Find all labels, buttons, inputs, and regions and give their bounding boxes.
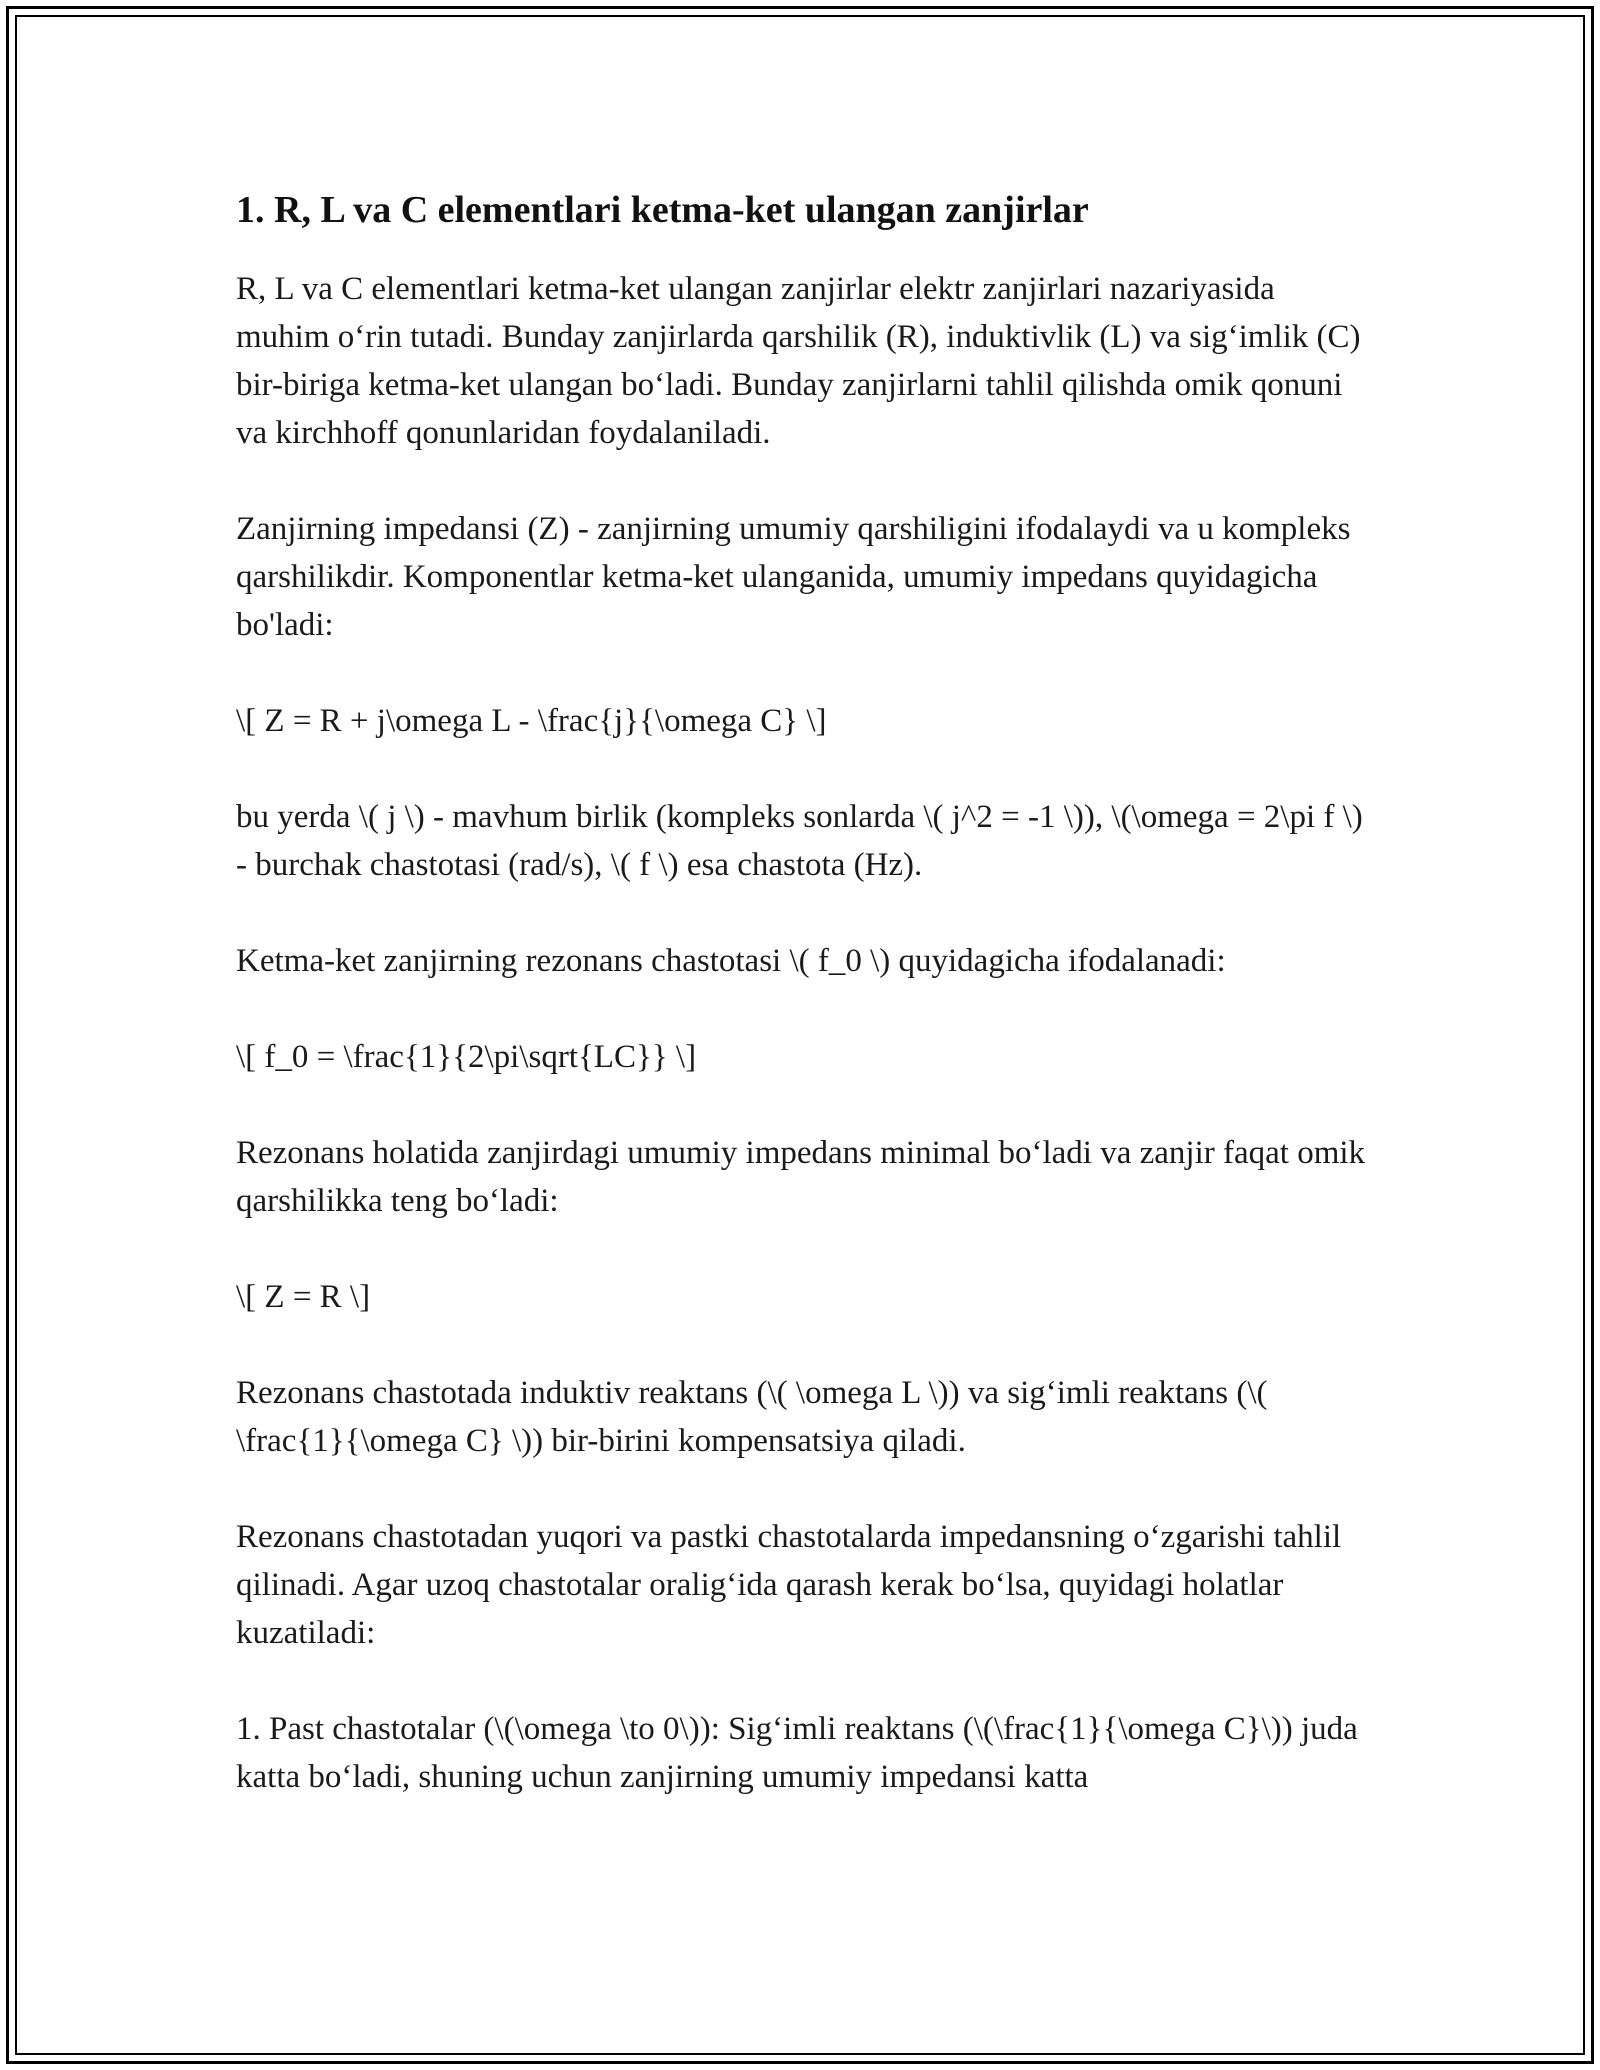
list-item-low-frequency: 1. Past chastotalar (\(\omega \to 0\)): Sig‘imli reaktans (\(\frac{1}{\omega C}\)) juda katta bo‘ladi, shuning uchun zanjirning umumiy impedansi katta	[236, 1711, 1358, 1795]
paragraph-resonance-frequency: Ketma-ket zanjirning rezonans chastotasi \( f_0 \) quyidagicha ifodalanadi:	[236, 943, 1226, 979]
section-heading: 1. R, L va C elementlari ketma-ket ulangan zanjirlar	[236, 189, 1089, 231]
paragraph-impedance: Zanjirning impedansi (Z) - zanjirning umumiy qarshiligini ifodalaydi va u kompleks qarshilikdir. Komponentlar ketma-ket ulanganida, umumiy impedans quyidagicha bo'ladi:	[236, 511, 1351, 643]
paragraph-definitions: bu yerda \( j \) - mavhum birlik (kompleks sonlarda \( j^2 = -1 \)), \(\omega = 2\pi f \) - burchak chastotasi (rad/s), \( f \) esa chastota (Hz).	[236, 799, 1363, 883]
formula-impedance: \[ Z = R + j\omega L - \frac{j}{\omega C} \]	[236, 703, 827, 739]
paragraph-resonance-state: Rezonans holatida zanjirdagi umumiy impedans minimal bo‘ladi va zanjir faqat omik qarshilikka teng bo‘ladi:	[236, 1135, 1366, 1219]
paragraph-intro: R, L va C elementlari ketma-ket ulangan zanjirlar elektr zanjirlari nazariyasida muhim o‘rin tutadi. Bunday zanjirlarda qarshilik (R), induktivlik (L) va sig‘imlik (C) bir-biriga ketma-ket ulangan bo‘ladi. Bunday zanjirlarni tahlil qilishda omik qonuni va kirchhoff qonunlaridan foydalaniladi.	[236, 271, 1361, 451]
paragraph-compensation: Rezonans chastotada induktiv reaktans (\( \omega L \)) va sig‘imli reaktans (\( \frac{1}{\omega C} \)) bir-birini kompensatsiya qiladi.	[236, 1375, 1268, 1459]
paragraph-frequency-analysis: Rezonans chastotadan yuqori va pastki chastotalarda impedansning o‘zgarishi tahlil qilinadi. Agar uzoq chastotalar oralig‘ida qarash kerak bo‘lsa, quyidagi holatlar kuzatiladi:	[236, 1519, 1342, 1651]
document-body	[236, 185, 1366, 1801]
formula-z-equals-r: \[ Z = R \]	[236, 1279, 371, 1315]
formula-resonance-frequency: \[ f_0 = \frac{1}{2\pi\sqrt{LC}} \]	[236, 1039, 697, 1075]
